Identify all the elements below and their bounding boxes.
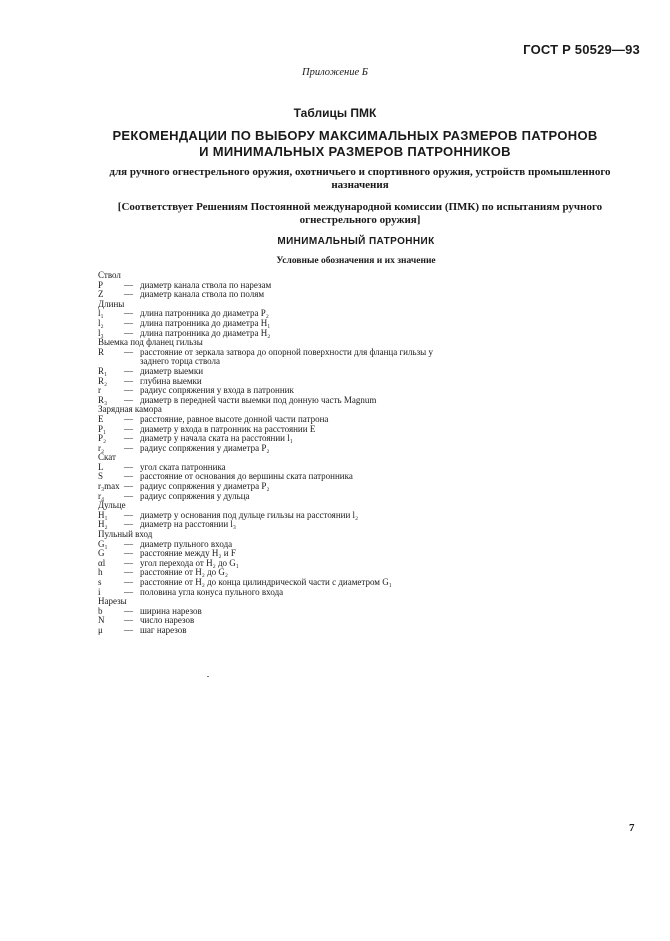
notation-description: радиус сопряжения у дульца — [140, 490, 250, 501]
notation-symbol: R₃ — [98, 394, 108, 405]
notation-description: радиус сопряжения у диаметра P₂ — [140, 442, 270, 453]
notation-row — [98, 492, 598, 502]
notation-symbol: G — [98, 548, 105, 559]
notation-symbol: N — [98, 615, 105, 626]
notation-description: диаметр пульного входа — [140, 538, 233, 549]
notation-symbol: h — [98, 567, 103, 578]
subtitle: для ручного огнестрельного оружия, охотничьего и спортивного оружия, устройств промышленного назначения — [109, 166, 611, 191]
notation-description: половина угла конуса пульного входа — [140, 586, 284, 597]
notation-symbol: b — [98, 605, 103, 616]
notation-description: шаг нарезов — [140, 624, 187, 635]
notation-description: расстояние от основания до вершины ската патронника — [140, 471, 353, 482]
group-heading: Нарезы — [98, 596, 127, 607]
notation-dash: — — [124, 279, 133, 290]
notation-description: ширина нарезов — [140, 605, 202, 616]
notation-symbol: L — [98, 461, 104, 472]
notation-description: угол ската патронника — [140, 461, 226, 472]
notation-dash: — — [124, 538, 133, 549]
notation-symbol: H₂ — [98, 519, 108, 530]
notation-symbol: Z — [98, 289, 104, 300]
notation-dash: — — [124, 557, 133, 568]
notation-symbol: l₁ — [98, 308, 104, 319]
tables-title: Таблицы ПМК — [293, 106, 377, 120]
notation-dash: — — [124, 385, 133, 396]
group-heading: Ствол — [98, 270, 121, 280]
notation-symbol: r₄ — [98, 490, 105, 501]
notation-dash: — — [124, 481, 133, 492]
notation-description: диаметр у основания под дульце гильзы на расстоянии l₂ — [140, 509, 359, 520]
notation-dash: — — [124, 567, 133, 578]
document-code: ГОСТ Р 50529—93 — [523, 42, 640, 57]
group-heading: Длины — [98, 298, 125, 309]
notation-description: длина патронника до диаметра P₂ — [140, 308, 269, 319]
notation-symbol: P — [98, 279, 104, 290]
notation-description: радиус сопряжения у входа в патронник — [140, 385, 294, 396]
notation-symbol: E — [98, 413, 104, 424]
notation-row — [98, 290, 598, 300]
group-heading: Пульный вход — [98, 529, 153, 540]
group-heading: Скат — [98, 452, 116, 463]
notation-symbol: H₁ — [98, 509, 108, 520]
main-title — [90, 128, 620, 160]
notation-dash: — — [124, 586, 133, 597]
notation-list — [98, 271, 598, 636]
notation-continuation: заднего торца ствола — [140, 356, 221, 367]
notation-dash: — — [124, 490, 133, 501]
notation-dash: — — [124, 605, 133, 616]
notation-dash: — — [124, 423, 133, 434]
notation-description: диаметр у начала ската на расстоянии l₁ — [140, 433, 293, 444]
notation-description: диаметр выемки — [140, 365, 204, 376]
notation-symbol: R₁ — [98, 365, 108, 376]
notation-dash: — — [124, 317, 133, 328]
notation-symbol: S — [98, 471, 104, 482]
notation-description: диаметр канала ствола по нарезам — [140, 279, 272, 290]
notation-symbol: R — [98, 346, 105, 357]
notation-dash: — — [124, 471, 133, 482]
notation-dash: — — [124, 394, 133, 405]
group-heading: Выемка под фланец гильзы — [98, 337, 203, 348]
notation-symbol: P₂ — [98, 433, 107, 444]
notation-dash: — — [124, 442, 133, 453]
notation-symbol: μ — [98, 624, 103, 635]
notation-symbol: R₂ — [98, 375, 108, 386]
page-number: 7 — [629, 822, 635, 834]
notation-dash: — — [124, 327, 133, 338]
notation-description: длина патронника до диаметра H₁ — [140, 317, 271, 328]
notation-description: расстояние между H₂ и F — [140, 548, 236, 559]
notation-symbol: r — [98, 385, 101, 396]
notation-dash: — — [124, 624, 133, 635]
appendix-label: Приложение Б — [301, 67, 368, 78]
notation-dash: — — [124, 615, 133, 626]
notation-symbol: i — [98, 586, 101, 597]
notation-dash: — — [124, 509, 133, 520]
notation-description: диаметр канала ствола по полям — [140, 289, 265, 300]
legend-subtitle: Условные обозначения и их значение — [276, 256, 436, 266]
notation-row — [98, 588, 598, 598]
group-heading: Зарядная камора — [98, 404, 162, 415]
notation-dash: — — [124, 577, 133, 587]
notation-dash: — — [124, 519, 133, 530]
notation-description: длина патронника до диаметра H₂ — [140, 327, 271, 338]
notation-description: диаметр в передней части выемки под донную часть Magnum — [140, 394, 377, 405]
notation-symbol: r₃max — [98, 481, 120, 492]
notation-description: угол перехода от H₂ до G₁ — [140, 557, 239, 568]
notation-dash: — — [124, 289, 133, 300]
notation-symbol: l₂ — [98, 317, 104, 328]
notation-dash: — — [124, 375, 133, 386]
main-title-line-1: РЕКОМЕНДАЦИИ ПО ВЫБОРУ МАКСИМАЛЬНЫХ РАЗМЕРОВ ПАТРОНОВ — [112, 128, 598, 143]
notation-description: расстояние, равное высоте донной части патрона — [140, 413, 329, 424]
notation-row — [98, 520, 598, 530]
group-heading: Дульце — [98, 500, 126, 511]
notation-dash: — — [124, 433, 133, 444]
notation-dash: — — [124, 308, 133, 319]
notation-description: диаметр у входа в патронник на расстоянии E — [140, 423, 316, 434]
section-title: МИНИМАЛЬНЫЙ ПАТРОННИК — [277, 236, 435, 247]
notation-symbol: r₂ — [98, 442, 105, 453]
notation-description: глубина выемки — [140, 375, 202, 386]
notation-row — [98, 396, 598, 406]
notation-dash: — — [124, 413, 133, 424]
main-title-line-2: И МИНИМАЛЬНЫХ РАЗМЕРОВ ПАТРОННИКОВ — [199, 144, 511, 159]
notation-dash: — — [124, 346, 133, 357]
notation-description: расстояние от H₂ до конца цилиндрической части с диаметром G₁ — [140, 577, 392, 587]
notation-description: число нарезов — [140, 615, 195, 626]
correspondence-note: [Соответствует Решениям Постоянной международной комиссии (ПМК) по испытаниям ручного огнестрельного оружия] — [117, 201, 603, 226]
notation-symbol: P₁ — [98, 423, 107, 434]
notation-dash: — — [124, 461, 133, 472]
notation-row — [98, 444, 598, 454]
notation-description: диаметр на расстоянии l₃ — [140, 519, 237, 530]
notation-row — [98, 626, 598, 636]
notation-symbol: αl — [98, 557, 106, 568]
scan-speck — [207, 676, 209, 677]
notation-dash: — — [124, 548, 133, 559]
notation-symbol: s — [98, 577, 102, 587]
notation-description: расстояние от зеркала затвора до опорной поверхности для фланца гильзы у — [140, 346, 433, 357]
notation-description: расстояние от H₂ до G₂ — [140, 567, 229, 578]
notation-dash: — — [124, 365, 133, 376]
notation-symbol: l₃ — [98, 327, 104, 338]
notation-description: радиус сопряжения у диаметра P₂ — [140, 481, 270, 492]
notation-symbol: G₁ — [98, 538, 108, 549]
